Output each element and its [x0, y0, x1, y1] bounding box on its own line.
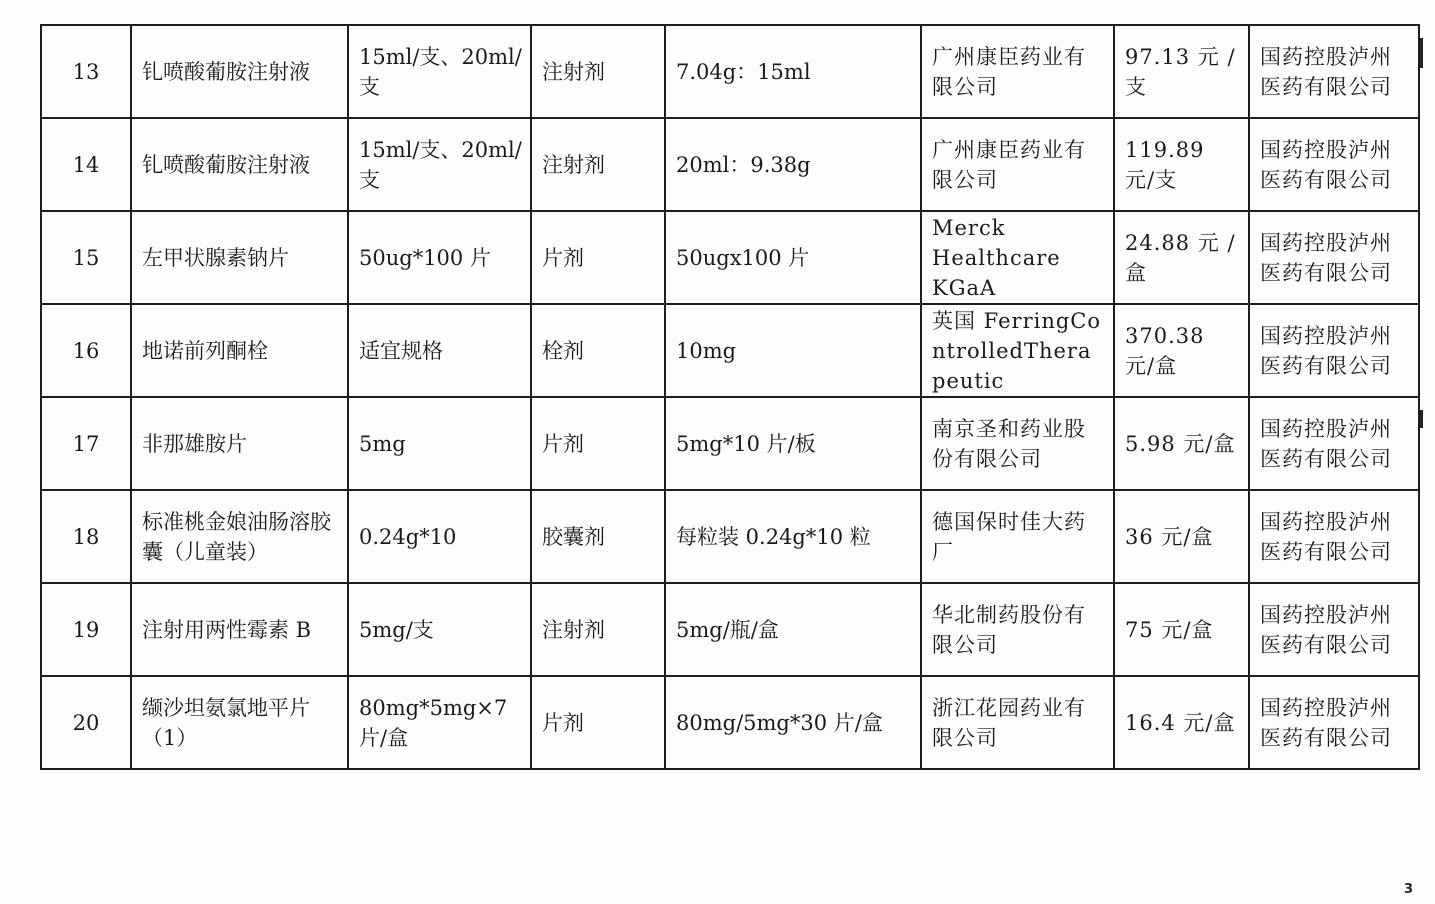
dosage-form-cell: 注射剂 [531, 25, 665, 118]
distributor-cell: 国药控股泸州医药有限公司 [1249, 304, 1419, 397]
table-body [41, 25, 1419, 769]
row-number-cell: 14 [41, 118, 131, 211]
table-row [41, 583, 1419, 676]
drug-name-cell: 标准桃金娘油肠溶胶囊（儿童装） [131, 490, 348, 583]
dosage-form-cell: 注射剂 [531, 583, 665, 676]
packaging-cell: 20ml：9.38g [665, 118, 921, 211]
specification-cell: 15ml/支、20ml/支 [348, 118, 531, 211]
dosage-form-cell: 片剂 [531, 211, 665, 304]
row-number-cell: 20 [41, 676, 131, 769]
distributor-cell: 国药控股泸州医药有限公司 [1249, 676, 1419, 769]
price-cell: 36 元/盒 [1114, 490, 1249, 583]
manufacturer-cell: 英国 FerringControlledTherapeutic [921, 304, 1114, 397]
drug-name-cell: 地诺前列酮栓 [131, 304, 348, 397]
row-number-cell: 16 [41, 304, 131, 397]
manufacturer-cell: 广州康臣药业有限公司 [921, 118, 1114, 211]
price-cell: 5.98 元/盒 [1114, 397, 1249, 490]
distributor-cell: 国药控股泸州医药有限公司 [1249, 397, 1419, 490]
table-row [41, 490, 1419, 583]
specification-cell: 80mg*5mg×7 片/盒 [348, 676, 531, 769]
distributor-cell: 国药控股泸州医药有限公司 [1249, 211, 1419, 304]
row-number-cell: 15 [41, 211, 131, 304]
packaging-cell: 5mg*10 片/板 [665, 397, 921, 490]
distributor-cell: 国药控股泸州医药有限公司 [1249, 25, 1419, 118]
table-row [41, 397, 1419, 490]
price-cell: 24.88 元 /盒 [1114, 211, 1249, 304]
dosage-form-cell: 胶囊剂 [531, 490, 665, 583]
price-cell: 370.38 元/盒 [1114, 304, 1249, 397]
drug-name-cell: 非那雄胺片 [131, 397, 348, 490]
packaging-cell: 每粒装 0.24g*10 粒 [665, 490, 921, 583]
manufacturer-cell: 华北制药股份有限公司 [921, 583, 1114, 676]
table-row [41, 676, 1419, 769]
table-row [41, 118, 1419, 211]
distributor-cell: 国药控股泸州医药有限公司 [1249, 118, 1419, 211]
row-number-cell: 17 [41, 397, 131, 490]
table-row [41, 25, 1419, 118]
drug-procurement-table [40, 24, 1420, 770]
packaging-cell: 50ugx100 片 [665, 211, 921, 304]
manufacturer-cell: Merck Healthcare KGaA [921, 211, 1114, 304]
dosage-form-cell: 注射剂 [531, 118, 665, 211]
packaging-cell: 5mg/瓶/盒 [665, 583, 921, 676]
packaging-cell: 80mg/5mg*30 片/盒 [665, 676, 921, 769]
table-row [41, 211, 1419, 304]
dosage-form-cell: 片剂 [531, 397, 665, 490]
packaging-cell: 10mg [665, 304, 921, 397]
specification-cell: 15ml/支、20ml/支 [348, 25, 531, 118]
dosage-form-cell: 栓剂 [531, 304, 665, 397]
manufacturer-cell: 浙江花园药业有限公司 [921, 676, 1114, 769]
specification-cell: 5mg [348, 397, 531, 490]
scan-edge-mark [1420, 410, 1423, 428]
table-row [41, 304, 1419, 397]
drug-name-cell: 钆喷酸葡胺注射液 [131, 118, 348, 211]
dosage-form-cell: 片剂 [531, 676, 665, 769]
packaging-cell: 7.04g：15ml [665, 25, 921, 118]
row-number-cell: 19 [41, 583, 131, 676]
row-number-cell: 13 [41, 25, 131, 118]
distributor-cell: 国药控股泸州医药有限公司 [1249, 490, 1419, 583]
price-cell: 16.4 元/盒 [1114, 676, 1249, 769]
distributor-cell: 国药控股泸州医药有限公司 [1249, 583, 1419, 676]
manufacturer-cell: 南京圣和药业股份有限公司 [921, 397, 1114, 490]
scan-edge-mark [1420, 38, 1423, 68]
price-cell: 97.13 元 /支 [1114, 25, 1249, 118]
specification-cell: 适宜规格 [348, 304, 531, 397]
row-number-cell: 18 [41, 490, 131, 583]
manufacturer-cell: 广州康臣药业有限公司 [921, 25, 1114, 118]
drug-name-cell: 钆喷酸葡胺注射液 [131, 25, 348, 118]
specification-cell: 5mg/支 [348, 583, 531, 676]
price-cell: 119.89 元/支 [1114, 118, 1249, 211]
drug-name-cell: 左甲状腺素钠片 [131, 211, 348, 304]
page-number: 3 [1404, 882, 1414, 897]
specification-cell: 0.24g*10 [348, 490, 531, 583]
price-cell: 75 元/盒 [1114, 583, 1249, 676]
drug-name-cell: 注射用两性霉素 B [131, 583, 348, 676]
specification-cell: 50ug*100 片 [348, 211, 531, 304]
drug-name-cell: 缬沙坦氨氯地平片（1） [131, 676, 348, 769]
manufacturer-cell: 德国保时佳大药厂 [921, 490, 1114, 583]
